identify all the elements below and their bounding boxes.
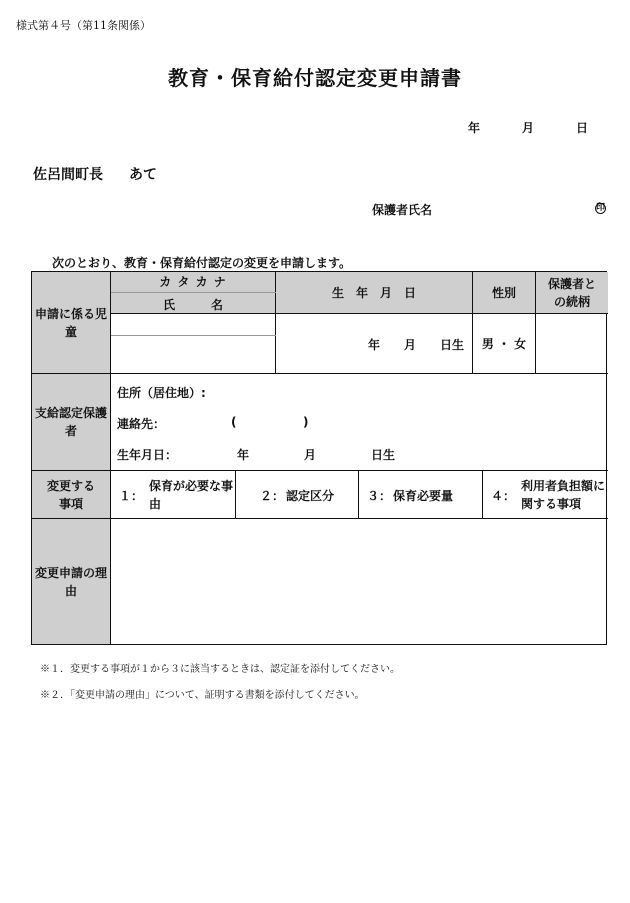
change-item-4-text: 利用者負担額に関する事項 [521,479,606,511]
katakana-divider [111,292,276,293]
guardian-section-label: 支給認定保護者 [32,374,111,471]
date-month-label: 月 [522,121,535,135]
reason-field[interactable] [111,519,608,644]
seal-mark: 印 [596,203,606,213]
change-item-1[interactable] [111,471,236,519]
change-item-4[interactable] [483,471,608,519]
katakana-header: カ タ カ ナ [159,274,227,289]
change-item-3[interactable] [359,471,483,519]
guardian-birth-year: 年 [237,448,250,462]
addressee-suffix: あて [129,167,157,183]
date-year-label: 年 [468,121,481,135]
relation-header: 保護者との続柄 [536,272,608,314]
note-1: ※１．変更する事項が１から３に該当するときは、認定証を添付してください。 [40,664,400,675]
guardian-info-field[interactable] [111,374,608,471]
change-section-label: 変更する事項 [32,471,111,519]
name-field-divider [111,335,276,336]
guardian-address-label: 住所（居住地）: [117,386,206,400]
note-2: ※２．「変更申請の理由」について、証明する書類を添付してください。 [40,690,365,701]
sex-header: 性別 [473,272,536,314]
contact-close-paren: ) [303,415,309,429]
guardian-contact-label: 連絡先： [117,417,166,431]
change-item-1-text: 保育が必要な事由 [149,479,234,511]
guardian-birth-day: 日生 [371,448,396,462]
reason-section-label: 変更申請の理由 [32,519,111,644]
guardian-name-label: 保護者氏名 [372,203,433,217]
child-section-label: 申請に係る児童 [32,272,111,374]
change-item-2-text: 認定区分 [286,489,335,503]
addressee-name: 佐呂間町長 [33,167,103,183]
contact-open-paren: ( [231,415,237,429]
document-title: 教育・保育給付認定変更申請書 [168,66,462,90]
change-item-2-number: ２： [260,489,285,503]
guardian-birthdate-label: 生年月日： [117,448,178,462]
change-item-3-number: ３： [367,489,392,503]
child-birthdate-text: 年 月 日生 [368,338,465,352]
form-number: 様式第４号（第11条関係） [16,19,151,32]
child-name-field[interactable] [111,314,276,374]
child-relation-field[interactable] [536,314,608,374]
name-header: 氏 名 [162,297,223,312]
change-item-2[interactable] [236,471,359,519]
date-day-label: 日 [576,121,589,135]
child-sex-field[interactable]: 男 ・ 女 [473,314,536,374]
intro-text: 次のとおり、教育・保育給付認定の変更を申請します。 [52,256,352,270]
addressee [33,164,157,184]
birthdate-header: 生 年 月 日 [276,272,473,314]
child-name-header [111,272,276,314]
change-item-4-number: ４： [491,489,516,503]
application-form-table [31,271,607,645]
child-birthdate-field[interactable] [276,314,473,374]
change-item-1-number: １： [119,489,144,503]
guardian-birth-month: 月 [304,448,317,462]
change-item-3-text: 保育必要量 [393,489,454,503]
